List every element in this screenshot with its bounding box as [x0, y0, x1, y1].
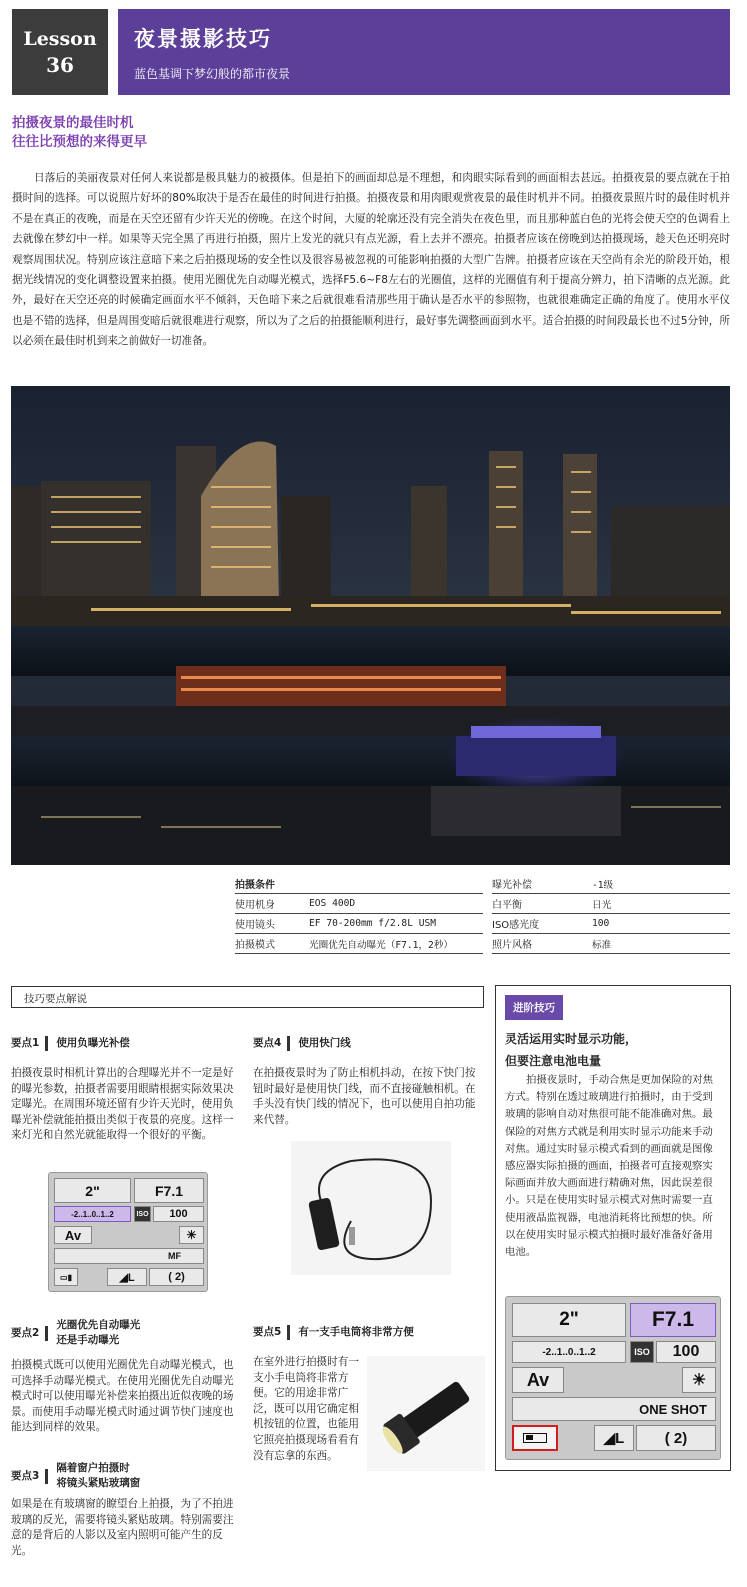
- tip-number: 要点4: [253, 1036, 290, 1051]
- tip-point-1: [11, 1036, 239, 1144]
- condition-value: EOS 400D: [309, 898, 356, 909]
- lcd-shutter: 2": [512, 1303, 626, 1337]
- lcd-focus-mode: MF: [54, 1248, 204, 1264]
- lcd-iso-tag: ISO: [134, 1206, 151, 1222]
- tip-body: 在拍摄夜景时为了防止相机抖动，在按下快门按钮时最好是使用快门线，而不直接碰触相机。在手头没有快门线的情况下，也可以使用自拍功能来代替。: [253, 1067, 476, 1126]
- lcd-iso-tag: ISO: [630, 1341, 654, 1363]
- tip-number: 要点2: [11, 1326, 48, 1341]
- tip-body: 拍摄模式既可以使用光圈优先自动曝光模式，也可选择手动曝光模式。在使用光圈优先自动曝光模式时可以使用曝光补偿来拍摄出近似夜晚的场景。而使用手动曝光模式时通过调节快门速度也能达到同样的效果。: [11, 1359, 234, 1434]
- lcd-iso: 100: [656, 1341, 716, 1363]
- condition-key: ISO感光度: [492, 920, 540, 931]
- section-headline: [12, 114, 147, 152]
- condition-key: 使用机身: [235, 900, 275, 911]
- tip-number: 要点5: [253, 1325, 290, 1340]
- camera-lcd-small: [48, 1172, 208, 1292]
- lcd-mode: Av: [512, 1367, 564, 1393]
- tip-title: 使用快门线: [298, 1037, 351, 1049]
- condition-row: [235, 934, 483, 954]
- lcd-shots: ( 2): [149, 1268, 204, 1286]
- condition-row: [235, 914, 483, 934]
- tip-title: [48, 1461, 140, 1491]
- tips-section-label: 技巧要点解说: [11, 986, 484, 1008]
- tip-point-3: [11, 1461, 239, 1559]
- condition-row: [492, 894, 730, 914]
- lcd-quality: ◢L: [107, 1268, 147, 1286]
- lcd-exposure-scale: -2..1..0..1..2: [54, 1206, 131, 1222]
- page-title: 夜景摄影技巧: [134, 26, 272, 51]
- tip-title-line-2: 还是手动曝光: [56, 1334, 120, 1346]
- lcd-exposure-scale: -2..1..0..1..2: [512, 1341, 626, 1363]
- tip-point-2: [11, 1318, 239, 1436]
- tip-header: [11, 1036, 239, 1051]
- advanced-tag: 进阶技巧: [505, 995, 563, 1020]
- tip-header: [11, 1318, 239, 1348]
- condition-row: [492, 934, 730, 954]
- advanced-body: 拍摄夜景时，手动合焦是更加保险的对焦方式。特别在透过玻璃进行拍摄时，由于受到玻璃的影响自动对焦很可能不能准确对焦。最保险的对焦方式就是利用实时显示功能来手动对焦。通过实时显示模式看到的画面就是图像感应器实际拍摄的画面，拍摄者可直接观察实际画面并放大画面进行精确对焦，因此误差很小。只是在使用实时显示模式对焦时需要一直使用液晶监视器，电池消耗将比预想的快。所以在使用实时显示模式拍摄时最好准备好备用电池。: [505, 1074, 714, 1259]
- condition-key: 曝光补偿: [492, 880, 532, 891]
- lcd-quality: ◢L: [594, 1425, 634, 1451]
- condition-value: EF 70-200mm f/2.8L USM: [309, 918, 437, 929]
- conditions-heading-row: [235, 874, 483, 894]
- conditions-table-left: [235, 874, 483, 954]
- lcd-focus-mode: ONE SHOT: [512, 1397, 716, 1421]
- advanced-title-line-2: 但要注意电池电量: [505, 1054, 602, 1068]
- tip-header: [253, 1325, 485, 1340]
- lcd-shutter: 2": [54, 1178, 131, 1203]
- page-subtitle: 蓝色基调下梦幻般的都市夜景: [134, 67, 291, 81]
- lcd-iso: 100: [153, 1206, 204, 1222]
- tip-title: 有一支手电筒将非常方便: [298, 1326, 414, 1338]
- condition-value: 标准: [592, 939, 612, 951]
- condition-key: 拍摄模式: [235, 940, 275, 951]
- lcd-wb-icon: ☀: [179, 1226, 204, 1244]
- battery-icon: [512, 1425, 558, 1451]
- condition-key: 照片风格: [492, 940, 532, 951]
- tip-header: [11, 1461, 239, 1491]
- camera-lcd-large: [505, 1296, 721, 1460]
- lesson-number: 36: [46, 53, 74, 77]
- headline-line-2: 往往比预想的来得更早: [12, 134, 147, 150]
- condition-value: 100: [592, 918, 610, 929]
- lcd-aperture: F7.1: [630, 1303, 716, 1337]
- condition-key: 白平衡: [492, 900, 522, 911]
- lcd-shots: ( 2): [636, 1425, 716, 1451]
- advanced-title-line-1: 灵活运用实时显示功能，: [505, 1032, 638, 1046]
- condition-value: -1级: [592, 879, 614, 891]
- title-banner: [118, 9, 730, 95]
- condition-row: [492, 914, 730, 934]
- tip-title-line-1: 光圈优先自动曝光: [56, 1319, 141, 1331]
- tip-number: 要点3: [11, 1469, 48, 1484]
- tip-header: [253, 1036, 485, 1051]
- intro-paragraph: 日落后的美丽夜景对任何人来说都是极具魅力的被摄体。但是拍下的画面却总是不理想，和肉眼实际看到的画面相去甚远。拍摄夜景的要点就在于拍摄时间的选择。可以说照片好坏的80%取决于是否在最佳的时间进行拍摄。拍摄夜景和用肉眼观赏夜景的最佳时机并不同。拍摄夜景照片时的最佳时机并不是在真正的夜晚，而是在天空还留有少许天光的傍晚。在这个时间，大厦的轮廓还没有完全消失在夜色里，而且那种蓝白色的光将会使天空的色调看上去就像在梦幻中一样。如果等天完全黑了再进行拍摄，照片上发光的就只有点光源，看上去并不漂亮。拍摄者应该在傍晚到达拍摄现场，趁天色还明亮时观察周围状况。特别应该注意暗下来之后拍摄现场的安全性以及很容易被忽视的可能影响拍摄的大型广告牌。拍摄者应该在天空尚有余光的阶段开始，根据光线情况的变化调整设置来拍摄。使用光圈优先自动曝光模式，选择F5.6~F8左右的光圈值，这样的光圈值有利于提高分辨力，拍下清晰的点光源。此外，最好在天空还亮的时候确定画面水平不倾斜，天色暗下来之后就很难看清那些用于确认是否水平的参照物，也就很难确定正确的角度了。使用水平仪也是不错的选择，但是周围变暗后就很难进行观察，所以为了之后的拍摄能顺利进行，最好事先调整画面到水平。适合拍摄的时间段最长也不过5分钟，所以必须在最佳时机到来之前做好一切准备。: [12, 172, 730, 348]
- lcd-mode: Av: [54, 1226, 92, 1244]
- cable-release-photo: [291, 1141, 451, 1275]
- tip-body: 拍摄夜景时相机计算出的合理曝光并不一定是好的曝光参数，拍摄者需要用眼睛根据实际效果决定曝光。在周围环境还留有少许天光时，使用负曝光补偿就能拍摄出类似于夜景的亮度。这样一来灯光和自然光就能取得一个很好的平衡。: [11, 1067, 234, 1142]
- condition-key: 使用镜头: [235, 920, 275, 931]
- lcd-wb-icon: ☀: [682, 1367, 716, 1393]
- conditions-table-right: [492, 874, 730, 954]
- lcd-aperture: F7.1: [134, 1178, 204, 1203]
- tip-title-line-1: 隔着窗户拍摄时: [56, 1462, 130, 1474]
- tip-body: 在室外进行拍摄时有一支小手电筒将非常方便。它的用途非常广泛，既可以用它确定相机按钮的位置，也能用它照亮拍摄现场看看有没有忘拿的东西。: [253, 1356, 359, 1462]
- tip-body: 如果是在有玻璃窗的瞭望台上拍摄，为了不拍进玻璃的反光，需要将镜头紧贴玻璃。特别需要注意的是背后的人影以及室内照明可能产生的反光。: [11, 1498, 234, 1557]
- condition-row: [235, 894, 483, 914]
- tip-number: 要点1: [11, 1036, 48, 1051]
- condition-row: [492, 874, 730, 894]
- tip-title: [48, 1318, 140, 1348]
- battery-icon: ▭▮: [54, 1268, 78, 1286]
- headline-line-1: 拍摄夜景的最佳时机: [12, 115, 134, 131]
- condition-value: 日光: [592, 899, 612, 911]
- tip-title-line-2: 将镜头紧贴玻璃窗: [56, 1477, 141, 1489]
- flashlight-photo: [367, 1356, 485, 1471]
- conditions-heading: 拍摄条件: [235, 880, 275, 891]
- tip-title: 使用负曝光补偿: [56, 1037, 130, 1049]
- lesson-badge: [12, 9, 108, 95]
- advanced-title: [505, 1028, 725, 1072]
- condition-value: 光圈优先自动曝光（F7.1，2秒）: [309, 939, 454, 951]
- night-city-photo: [11, 386, 730, 865]
- lesson-label: Lesson: [23, 28, 97, 50]
- tip-point-4: [253, 1036, 485, 1128]
